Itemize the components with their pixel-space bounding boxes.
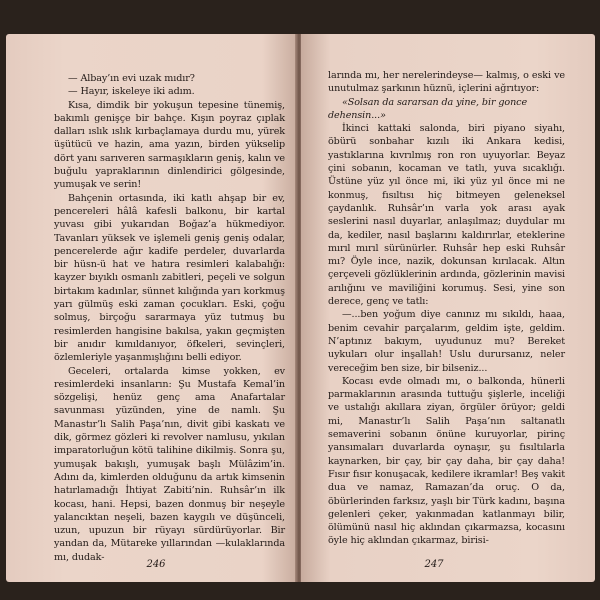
paragraph: Kocası evde olmadı mı, o balkonda, hünerli parmaklarının arasında tuttuğu şişlerle, inceliği ve ustalığı akıllara ziyan, örgüler örüyor; geldi mi, Manastır’lı Salih Paşa’nın saltanatlı semaverini sobanın önüne kuruyorlar, pirinç yansımaları duvarlarda oynaşır, şu fısıltılarla kaynarken, bir çay, bir çay daha, bir çay daha! Fısır fısır konuşacak, kedilere ikramlar! Beş vakit dua ve namaz, Ramazan’da oruç. O da, öbürlerinden farksız, yaşlı bir Türk kadını, başına gelenleri çeker, yakınmadan katlanmayı bilir, ölümünü nasıl hiç aklından çıkarmazsa, kocasını öyle hiç aklından çıkarmaz, birisi- — [328, 375, 565, 547]
paragraph: İkinci kattaki salonda, biri piyano siyahı, öbürü sonbahar kızılı iki Ankara kedisi, yastıklarına kıvrılmış ron ron uyuyorlar. Beyaz çini sobanın, kocaman ve tatlı, yuva sıcaklığı. Üstüne yüz yıl önce mi, iki yüz yıl önce mi ne konmuş, fısıltısı hiç bitmeyen geleneksel çaydanlık. Ruhsâr’ın varla yok arası ayak seslerini nasıl duyarlar, anlaşılmaz; duydular mı da, kediler, nasıl başlarını kaldırırlar, eteklerine mırıl mırıl sürünürler. Ruhsâr hep eski Ruhsâr mı? Öyle ince, nazik, dokunsan kırılacak. Altın çerçeveli gözlüklerinin ardında, gözlerinin mavisi arılığını ve maviliğini korumuş. Sesi, yine son derece, genç ve tatlı: — [328, 123, 565, 308]
song-quote: «Solsan da sararsan da yine, bir gonce dehensin...» — [328, 96, 528, 121]
page-number: 246 — [146, 559, 166, 570]
left-page — [6, 34, 297, 582]
paragraph: Bahçenin ortasında, iki katlı ahşap bir ev, pencereleri hâlâ kafesli balkonu, bir kartal yuvası gibi yukarıdan Boğaz’a hükmediyor. Tavanları yüksek ve işlemeli geniş geniş odalar, pencerelerde ağır kadife perdeler, duvarlarda bir hüsn-ü hat ve hatıra resimleri kalabalığı: kayzer bıyıklı osmanlı zabitleri, peçeli ve solgun birtakım kadınlar, sünnet kılığında yarı korkmuş yarı gülmüş eski zaman çocukları. Eski, çoğu solmuş, birçoğu sararmaya yüz tutmuş bu resimlerden hangisine bakılsa, yakın geçmişten bir anıdır kımıldanıyor, öfkeleri, sevinçleri, özlemleriyle yaşanmışlığını belli ediyor. — [54, 192, 285, 364]
page-number: 247 — [424, 559, 444, 570]
dialogue-line: — Albay’ın evi uzak mıdır? — [68, 73, 195, 84]
dialogue-line: —...ben yoğum diye canınız mı sıkıldı, haaa, benim cevahir parçalarım, geldim işte, geldim. N’aptınız bakıym, uyudunuz mu? Bereket uykuları olur inşallah! Uslu durursanız, neler vereceğim ben size, bir bilseniz... — [328, 309, 565, 374]
paragraph: larında mı, her nerelerindeyse— kalmış, o eski ve unutulmaz şarkının hüznü, içlerini ağrıtıyor: — [328, 70, 565, 95]
paragraph: Geceleri, ortalarda kimse yokken, ev resimlerdeki insanların: Şu Mustafa Kemal’in sözgelişi, henüz genç ama Anafartalar savunması yüzünden, yine de namlı. Şu Manastır’lı Salih Paşa’nın, divit gibi kaskatı ve dik, görmez gözleri ki revolver namlusu, yıkılan imparatorluğun kötü talihine dikilmiş. Sonra şu, yumuşak bakışlı, yumuşak başlı Mülâzim’in. Adını da, kimlerden olduğunu da artık kimsenin hatırlamadığı İhtiyat Zabiti’nin. Ruhsâr’ın ilk kocası, hani. Hepsi, bazen donmuş bir neşeyle yalancıktan neşeli, bazen kaygılı ve düşünceli, uzun, upuzun bir rüyayı sürdürüyorlar. Bir yandan da, Mütareke yıllarından —kulaklarında mı, dudak- — [54, 365, 285, 563]
paragraph: Kısa, dimdik bir yokuşun tepesine tünemiş, bakımlı genişçe bir bahçe. Kışın poyraz çıplak dalları ıslık ıslık kırbaçlamaya durdu mu, yürek üşütücü ve hazin, ama yazın, birden yükselip dört yanı sarıveren sarmaşıkların geniş, kalın ve buğulu yapraklarının dinlendirici gölgesinde, yumuşak ve serin! — [54, 99, 285, 191]
right-page — [301, 34, 595, 582]
dialogue-line: — Hayır, iskeleye iki adım. — [68, 86, 195, 98]
